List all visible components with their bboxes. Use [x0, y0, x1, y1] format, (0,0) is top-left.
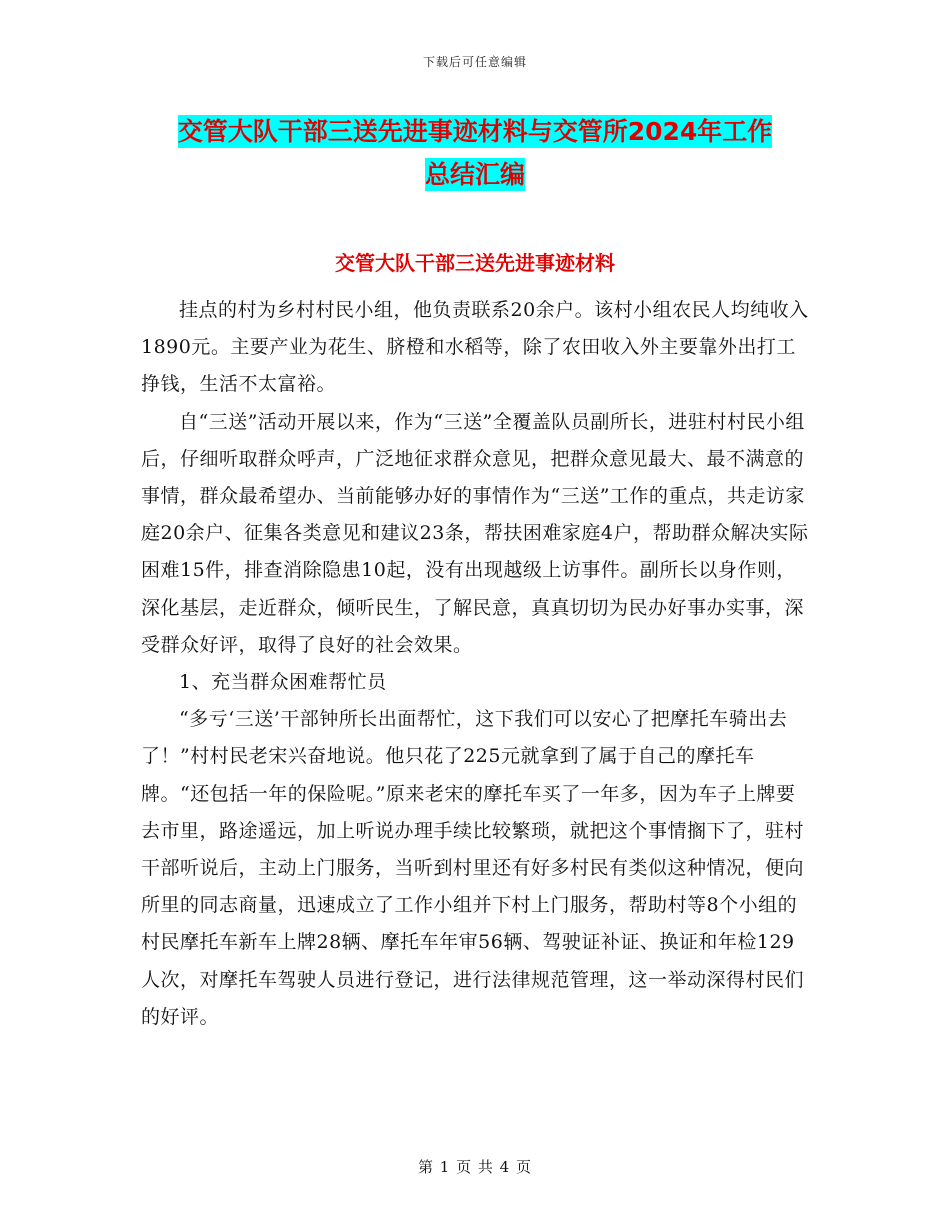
- document-title-line2: 总结汇编: [424, 160, 525, 189]
- page-header-note: 下载后可任意编辑: [422, 55, 527, 69]
- paragraph-2: 自“三送”活动开展以来，作为“三送”全覆盖队员副所长，进驻村村民小组后，仔细听取群众呼声，广泛地征求群众意见，把群众意见最大、最不满意的事情，群众最希望办、当前能够办好的事情作为“三送”工作的重点，共走访家庭20余户、征集各类意见和建议23条，帮扶困难家庭4户，帮助群众解决实际困难15件，排查消除隐患10起，没有出现越级上访事件。副所长以身作则，深化基层，走近群众，倾听民生，了解民意，真真切切为民办好事办实事，深受群众好评，取得了良好的社会效果。: [141, 410, 809, 656]
- section-title: 交管大队干部三送先进事迹材料: [335, 251, 615, 275]
- paragraph-1: 挂点的村为乡村村民小组，他负责联系20余户。该村小组农民人均纯收入1890元。主要产业为花生、脐橙和水稻等，除了农田收入外主要靠外出打工挣钱，生活不太富裕。: [141, 299, 809, 396]
- paragraph-3: “多亏‘三送’干部钟所长出面帮忙，这下我们可以安心了把摩托车骑出去了！”村村民老宋兴奋地说。他只花了225元就拿到了属于自己的摩托车牌。“还包括一年的保险呢。”原来老宋的摩托车买了一年多，因为车子上牌要去市里，路途遥远，加上听说办理手续比较繁琐，就把这个事情搁下了，驻村干部听说后，主动上门服务，当听到村里还有好多村民有类似这种情况，便向所里的同志商量，迅速成立了工作小组并下村上门服务，帮助村等8个小组的村民摩托车新车上牌28辆、摩托车年审56辆、驾驶证补证、换证和年检129人次，对摩托车驾驶人员进行登记，进行法律规范管理，这一举动深得村民们的好评。: [141, 708, 805, 1028]
- page-footer: 第 1 页 共 4 页: [418, 1158, 532, 1176]
- subheading-1: 1、充当群众困难帮忙员: [179, 671, 387, 694]
- document-title-line1: 交管大队干部三送先进事迹材料与交管所2024年工作: [177, 117, 773, 146]
- document-body: [141, 292, 809, 1036]
- document-title: [0, 110, 950, 196]
